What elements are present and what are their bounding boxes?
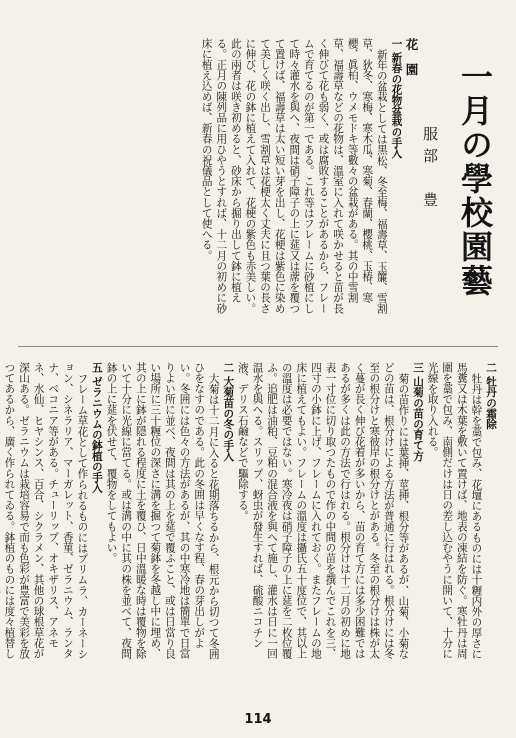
subheading-1: [389, 38, 404, 324]
author-name: 服部 豊: [421, 126, 439, 214]
subheading-2-title: 牡丹の霜除: [485, 376, 497, 430]
subheading-5-number: 五: [90, 362, 103, 373]
paragraph-1: 新年の盆栽としては黒松、冬至梅、福壽草、玉簾、雪割草、狄冬、寒梅、寒木瓜、寒菊、春蘭、櫻桃、玉椿、寒櫻、眞柏、ウメモドキ等數々の盆栽がある。其の中雪割草、福壽草などの花物は、溫室に入れて咲かせると苗が長く伸びて花も弱く、或は腐敗することがあるから、フレームで育てるのが第一である。これ等はフレームに砂植にして時々灌水を與へ、夜間は硝子障子の上に莚又は蓆を覆つて置けば、福壽草は太い短い芽を出し、花梗は紫色に染めて美しく咲く出し、雪割草は花梗太く丈夫に且つ葉の長さに伸び、花の鉢に植えて入れて、花梗の紫色も赤美しい。此の兩者は咲き初めると、砂床から掘り出して鉢に植える。正月の陳列品に用ひやうとすれば、十二月の初めに砂床に植え込めば、新春の祝儀品として使へる。: [200, 38, 388, 314]
subheading-2: [483, 362, 498, 662]
subheading-4: [221, 362, 236, 662]
paragraph-5: フレーム草花として作られるものにはプリムラ、カーネーション、シネラリア、マーガレット、香菫、ゼラニウム、ランタナ、ベコニア等がある。チューリップ、オキザリス、アネモネ、水仙、ヒヤシンス、百合、シクラメン、其他の球根草花が深山ある。ゼラニウムは栽培容易で而も色彩が豊富で美彩を放つてあるから、廣く作られてゐる。鉢植のものには度々植替し: [3, 362, 89, 659]
paragraph-3: 菊の苗作りには葉挿、莖挿、根分等があるが、山菊、小菊などの苗は、根分けによる方法が普通に行はれる。根分けには冬至の根分けと寒彼岸の根分けとがある。冬至の根分けは株が太く蔓が長く伸び花着が多いから、苗の育て方には多少困難ではあるが多くは此の方法で行はれる。根分けは十二月の初めに地表一寸位に切り取つたもので作の中間の苗を撰んでこれを三、四寸の小鉢に上げ、フレームに入れておく。またフレームの地床に植えてもよい。フレームの溫度は攝氏五十度位で、其以上の溫度は必要ではない。寒冷夜は硝子障子の上に莚を二枚位覆ふ。追肥は油粕、豆粕の混合液を與へて施し、灌水は日に一回温水を與へる。スリップ、蚜虫が發生すれば、硫酸ニコチン液、デリス石鹼などで驅除する。: [236, 362, 410, 659]
subheading-2-number: 二: [485, 362, 497, 373]
subheading-1-number: 一: [390, 38, 403, 49]
subheading-4-title: 大菊苗の冬の手入: [222, 376, 235, 462]
subheading-3-number: 三: [412, 362, 425, 373]
subheading-1-title: 新春の花物盆栽の手入: [390, 52, 403, 159]
page-number: 114: [244, 712, 272, 727]
paragraph-4: 大菊は十二月に入ると花期落ちるから、根元から切つて冬囲ひをなすのである。此の冬囲は早くなす程、春の芽出しがよい。冬囲には色々の方法があるが、其の中寒冷地は簡單で日當りよい所に並べ、夜間は其の上を莚で覆ふこと、或は日當り良い場所に三十糎位の深さに溝を掘つて菊鉢を冬越し中に埋め、其の上に鉢が隠れる程度に土を覆ひ、日中溫暖な時は覆物を除いて十分に光線に當てる。或は溝の中に其の株を並べて、夜間鉢の上に莚を伏せて、覆物をしてもよい。: [105, 362, 220, 659]
page-title: 一月の學校園藝: [456, 60, 494, 298]
band-divider: [18, 346, 498, 347]
column-band-upper: [186, 38, 418, 324]
subheading-5: [89, 362, 104, 662]
subheading-3-title: 山菊の苗の育て方: [412, 376, 425, 462]
subheading-3: [410, 362, 425, 662]
paragraph-2: 牡丹は幹を藁で包み、花壇にあるものには十糎内外の厚さに馬糞又は木葉を敷いて置けば、地表の凍結を防ぐ。寒牡丹は周圍を藁で包み、南側だけは日の差し込むやうに開いて、十分に光線を取り入れる。: [426, 362, 483, 659]
subheading-5-title: ゼラニウムの鉢植の手入: [90, 376, 103, 493]
subheading-4-number: 二: [222, 362, 235, 373]
column-band-lower: [3, 362, 498, 662]
section-heading: 花 園: [404, 38, 419, 76]
